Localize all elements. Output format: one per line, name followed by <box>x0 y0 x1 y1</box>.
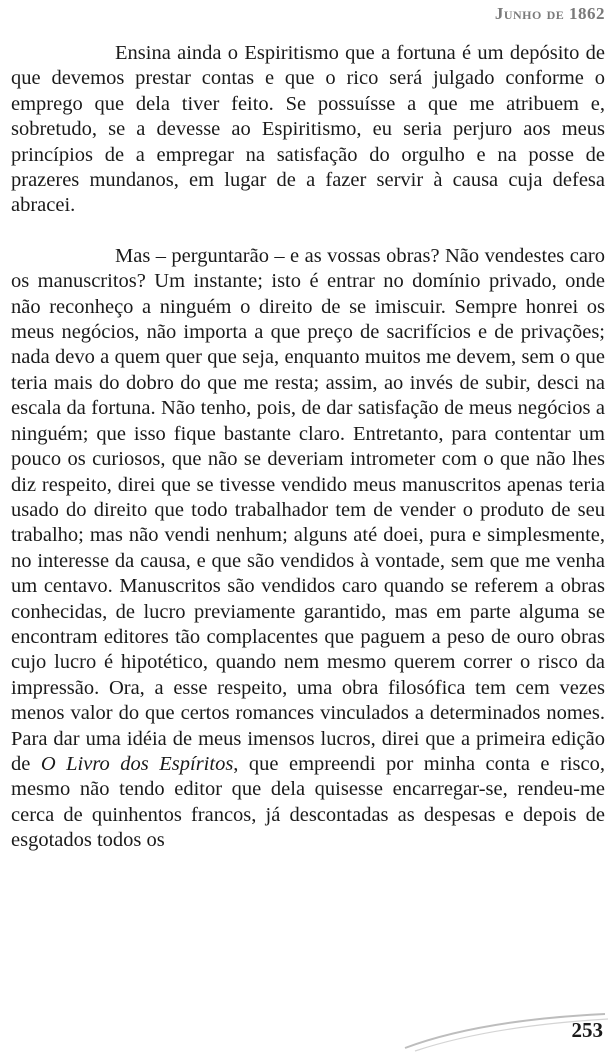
page-body <box>11 41 605 854</box>
book-title-italic: O Livro dos Espíritos <box>40 752 234 775</box>
paragraph-2 <box>11 244 605 854</box>
page-number: 253 <box>571 1018 603 1042</box>
running-head: Junho de 1862 <box>494 4 605 23</box>
paragraph-2-text-start: Mas – perguntarão – e as vossas obras? Não vendestes caro os manuscritos? Um instante; isto é entrar no domínio privado, onde não reconheço a ninguém o direito de se imiscuir. Sempre honrei os meus negócios, não importa a que preço de sacrifícios e de privações; nada devo a quem quer que seja, enquanto muitos me devem, sem o que teria mais do dobro do que me resta; assim, ao invés de subir, desci na escala da fortuna. Não tenho, pois, de dar satisfação de meus negócios a ninguém; que isso fique bastante claro. Entretanto, para contentar um pouco os curiosos, que não se deveriam intrometer com o que não lhes diz respeito, direi que se tivesse vendido meus manuscritos apenas teria usado do direito que todo trabalhador tem de vender o produto de seu trabalho; mas não vendi nenhum; alguns até doei, pura e simplesmente, no interesse da causa, e que são vendidos à vontade, sem que me venha um centavo. Manuscritos são vendidos caro quando se referem a obras conhecidas, de lucro previamente garantido, mas em parte alguma se encontram editores tão complacentes que paguem a peso de ouro obras cujo lucro é hipotético, quando nem mesmo querem correr o risco da impressão. Ora, a esse respeito, uma obra filosófica tem cem vezes menos valor do que certos romances vinculados a determinados nomes. Para dar uma idéia de meus imensos lucros, direi que a primeira edição de <box>11 244 605 775</box>
paragraph-2-text-end: , que empreendi por minha conta e risco, mesmo não tendo editor que dela quisesse encarregar-se, rendeu-me cerca de quinhentos francos, já descontadas as despesas e depois de esgotados todos os <box>11 752 605 852</box>
paragraph-1: Ensina ainda o Espiritismo que a fortuna é um depósito de que devemos prestar contas e que o rico será julgado conforme o emprego que dela tiver feito. Se possuísse a que me atribuem e, sobretudo, se a devesse ao Espiritismo, eu seria perjuro aos meus princípios de a empregar na satisfação do orgulho e na posse de prazeres mundanos, em lugar de a fazer servir à causa cuja defesa abracei. <box>11 42 605 217</box>
